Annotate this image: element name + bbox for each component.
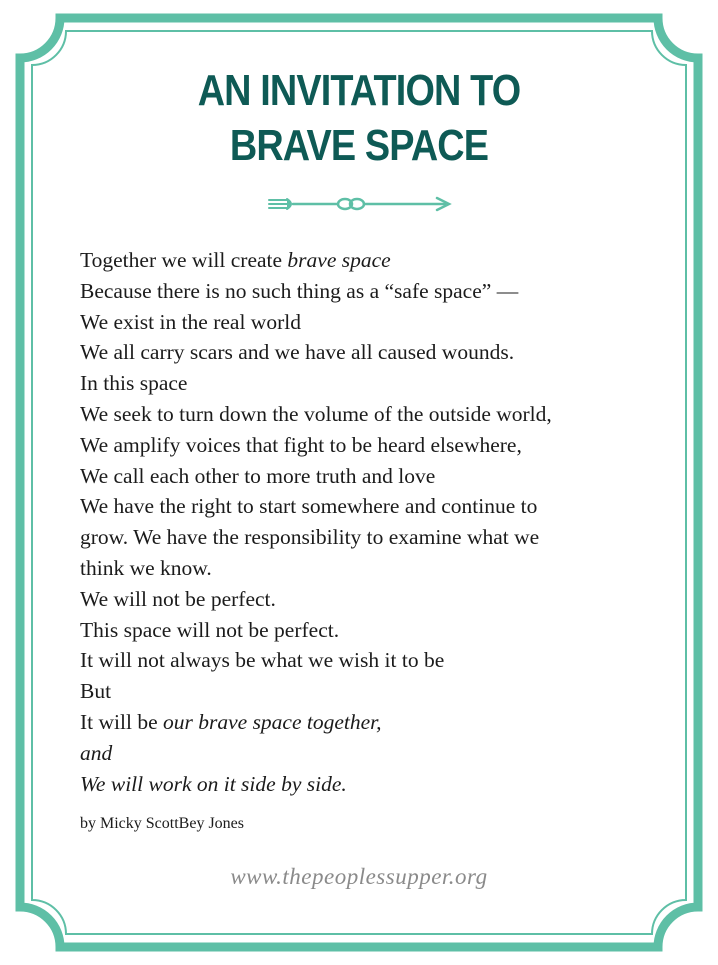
fork-knot-arrow-icon [265,193,455,217]
poem-line [80,676,640,707]
poem-line-emphasis: We will work on it side by side. [80,771,347,796]
website-url[interactable]: www.thepeoplessupper.org [230,864,488,889]
poem-line-text: It will be [80,709,163,734]
poem-line [80,707,640,738]
poem-line [80,584,640,615]
poem-line [80,769,640,800]
poem-line [80,245,640,276]
poem-line-text: We call each other to more truth and love [80,463,436,488]
poem-line [80,430,640,461]
poem [80,245,640,799]
poem-line [80,399,640,430]
poem-line [80,461,640,492]
poem-line-text: We exist in the real world [80,309,301,334]
poem-line-text: But [80,679,112,704]
poem-line [80,307,640,338]
poem-line [80,738,640,769]
poem-line [80,276,640,307]
poem-line-text: Together we will create [80,248,288,272]
poem-line-emphasis: and [80,740,113,765]
poem-line-text: In this space [80,371,188,396]
title-line-1: AN INVITATION TO [197,66,521,115]
poem-line [80,368,640,399]
poem-line-text: We have the right to start somewhere and continue to [80,494,538,519]
poem-line-text: We all carry scars and we have all caused wounds. [80,340,515,365]
byline: by Micky ScottBey Jones [80,815,244,832]
poem-line [80,553,640,584]
poem-line [80,522,640,553]
poem-line [80,491,640,522]
poem-line-text: think we know. [80,555,212,580]
title-line-2: BRAVE SPACE [229,121,489,170]
poem-line-text: We will not be perfect. [80,586,276,611]
poem-line-text: Because there is no such thing as a “safe space” — [80,278,519,303]
poem-line [80,615,640,646]
poem-line-text: It will not always be what we wish it to be [80,648,445,673]
poem-line-text: This space will not be perfect. [80,617,340,642]
poem-line-emphasis: our brave space together, [163,709,382,734]
poem-line [80,645,640,676]
poem-line-text: We seek to turn down the volume of the outside world, [80,401,552,426]
poem-line-emphasis: brave space [287,248,391,272]
poem-line-text: grow. We have the responsibility to examine what we [80,525,540,550]
poem-line-text: We amplify voices that fight to be heard elsewhere, [80,432,522,457]
poem-line [80,337,640,368]
